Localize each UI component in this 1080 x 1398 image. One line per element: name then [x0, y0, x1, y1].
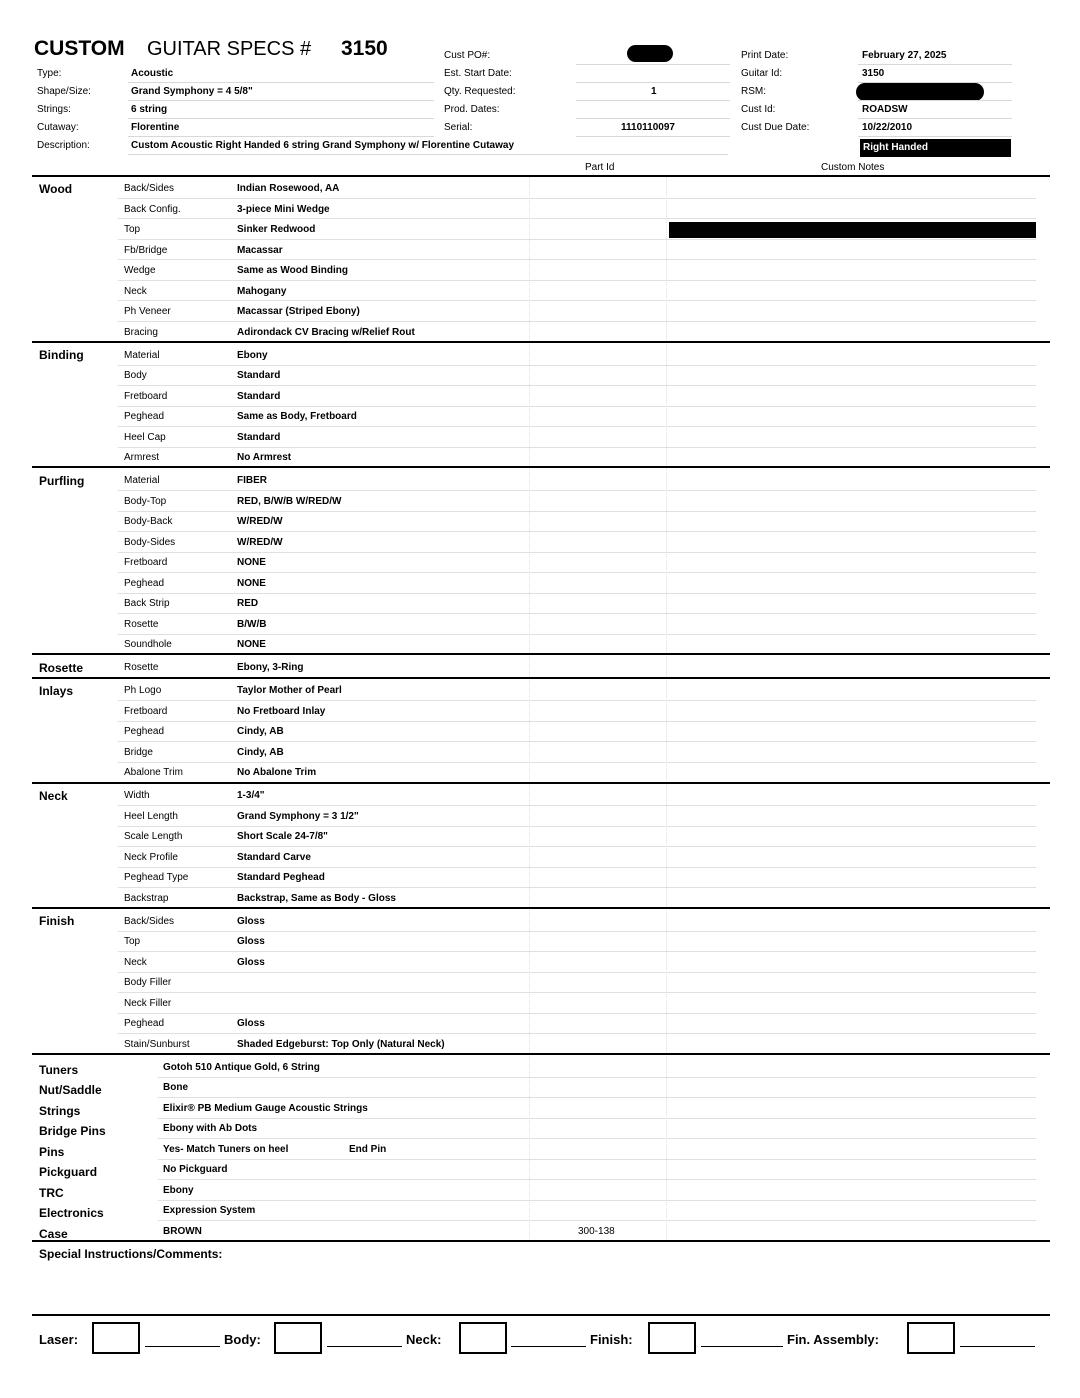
redacted-rsm: [856, 83, 984, 101]
special-instructions-label: Special Instructions/Comments:: [39, 1247, 223, 1261]
spec-item: Ph Veneer: [124, 306, 171, 317]
spec-value: Gloss: [237, 916, 265, 927]
spec-item: Top: [124, 936, 141, 947]
spec-item: Fb/Bridge: [124, 245, 168, 256]
spec-value: RED: [237, 598, 259, 609]
spec-value: W/RED/W: [237, 516, 283, 527]
neck-label: Neck:: [406, 1332, 442, 1347]
section-binding: Binding: [39, 348, 84, 362]
spec-value: Standard Peghead: [237, 872, 325, 883]
guitar-id-value: 3150: [862, 68, 885, 79]
spec-value: Same as Wood Binding: [237, 265, 348, 276]
spec-value: Cindy, AB: [237, 726, 284, 737]
spec-value: B/W/B: [237, 619, 267, 630]
section-finish: Finish: [39, 914, 75, 928]
spec-item: Neck Filler: [124, 998, 172, 1009]
cust-po-label: Cust PO#:: [444, 50, 491, 61]
print-date-value: February 27, 2025: [862, 50, 947, 61]
spec-item: Neck Profile: [124, 852, 178, 863]
prod-dates-label: Prod. Dates:: [444, 104, 500, 115]
tuners-value: Gotoh 510 Antique Gold, 6 String: [163, 1062, 320, 1073]
spec-value: Adirondack CV Bracing w/Relief Rout: [237, 327, 415, 338]
spec-item: Soundhole: [124, 639, 172, 650]
fin-assembly-checkbox[interactable]: [907, 1322, 955, 1354]
spec-item: Back Strip: [124, 598, 170, 609]
spec-item: Width: [124, 790, 150, 801]
laser-initials-line[interactable]: [145, 1346, 220, 1347]
trc-label: TRC: [39, 1186, 64, 1200]
laser-checkbox[interactable]: [92, 1322, 140, 1354]
spec-item: Scale Length: [124, 831, 183, 842]
spec-value: Ebony: [237, 350, 268, 361]
strings-acc-label: Strings: [39, 1104, 81, 1118]
section-purfling: Purfling: [39, 474, 85, 488]
spec-value: Shaded Edgeburst: Top Only (Natural Neck): [237, 1039, 445, 1050]
spec-item: Body: [124, 370, 147, 381]
spec-value: W/RED/W: [237, 537, 283, 548]
column-header-part-id: Part Id: [585, 162, 615, 173]
spec-item: Peghead: [124, 1018, 165, 1029]
spec-value: Same as Body, Fretboard: [237, 411, 357, 422]
pins-extra: End Pin: [349, 1144, 387, 1155]
spec-item: Rosette: [124, 662, 159, 673]
spec-value: NONE: [237, 639, 266, 650]
spec-item: Peghead: [124, 411, 165, 422]
spec-item: Peghead Type: [124, 872, 189, 883]
spec-value: No Fretboard Inlay: [237, 706, 326, 717]
spec-item: Bracing: [124, 327, 158, 338]
guitar-id-label: Guitar Id:: [741, 68, 783, 79]
spec-item: Fretboard: [124, 391, 168, 402]
spec-item: Wedge: [124, 265, 156, 276]
description-label: Description:: [37, 140, 90, 151]
spec-item: Peghead: [124, 578, 165, 589]
section-neck: Neck: [39, 789, 68, 803]
description-value: Custom Acoustic Right Handed 6 string Grand Symphony w/ Florentine Cutaway: [131, 140, 515, 151]
spec-item: Fretboard: [124, 706, 168, 717]
spec-item: Armrest: [124, 452, 159, 463]
spec-value: Ebony, 3-Ring: [237, 662, 304, 673]
electronics-label: Electronics: [39, 1206, 104, 1220]
spec-item: Material: [124, 475, 160, 486]
spec-value: Standard Carve: [237, 852, 311, 863]
pickguard-value: No Pickguard: [163, 1164, 228, 1175]
type-value: Acoustic: [131, 68, 174, 79]
finish-label: Finish:: [590, 1332, 633, 1347]
spec-item: Bridge: [124, 747, 153, 758]
fin-assembly-initials-line[interactable]: [960, 1346, 1035, 1347]
spec-item: Material: [124, 350, 160, 361]
tuners-label: Tuners: [39, 1063, 79, 1077]
est-start-date-label: Est. Start Date:: [444, 68, 512, 79]
section-wood: Wood: [39, 182, 73, 196]
spec-value: Backstrap, Same as Body - Gloss: [237, 893, 396, 904]
spec-item: Back Config.: [124, 204, 181, 215]
spec-item: Back/Sides: [124, 916, 175, 927]
pins-label: Pins: [39, 1145, 65, 1159]
trc-value: Ebony: [163, 1185, 194, 1196]
qty-requested-label: Qty. Requested:: [444, 86, 516, 97]
redacted-cust-po: [627, 45, 673, 62]
print-date-label: Print Date:: [741, 50, 789, 61]
pins-value: Yes- Match Tuners on heel: [163, 1144, 289, 1155]
neck-checkbox[interactable]: [459, 1322, 507, 1354]
bridge-pins-label: Bridge Pins: [39, 1124, 106, 1138]
spec-value: Standard: [237, 370, 281, 381]
case-label: Case: [39, 1227, 68, 1241]
cust-id-label: Cust Id:: [741, 104, 776, 115]
spec-value: No Armrest: [237, 452, 292, 463]
cutaway-value: Florentine: [131, 122, 180, 133]
body-initials-line[interactable]: [327, 1346, 402, 1347]
spec-item: Heel Length: [124, 811, 178, 822]
column-header-custom-notes: Custom Notes: [821, 162, 885, 173]
electronics-value: Expression System: [163, 1205, 256, 1216]
spec-item: Back/Sides: [124, 183, 175, 194]
form-title-custom: CUSTOM: [34, 37, 125, 60]
spec-item: Backstrap: [124, 893, 169, 904]
fin-assembly-label: Fin. Assembly:: [787, 1332, 879, 1347]
spec-value: Standard: [237, 391, 281, 402]
cutaway-label: Cutaway:: [37, 122, 79, 133]
nut-saddle-value: Bone: [163, 1082, 188, 1093]
spec-number: 3150: [341, 37, 388, 60]
spec-item: Peghead: [124, 726, 165, 737]
type-label: Type:: [37, 68, 62, 79]
laser-label: Laser:: [39, 1332, 79, 1347]
case-part-id: 300-138: [578, 1226, 615, 1237]
spec-value: Mahogany: [237, 286, 287, 297]
strings-value: 6 string: [131, 104, 168, 115]
spec-value: RED, B/W/B W/RED/W: [237, 496, 342, 507]
finish-checkbox[interactable]: [648, 1322, 696, 1354]
special-instructions-area[interactable]: [32, 1264, 1050, 1312]
spec-value: Standard: [237, 432, 281, 443]
body-checkbox[interactable]: [274, 1322, 322, 1354]
section-rosette: Rosette: [39, 661, 84, 675]
spec-value: 1-3/4": [237, 790, 265, 801]
spec-value: Macassar (Striped Ebony): [237, 306, 360, 317]
body-label: Body:: [224, 1332, 261, 1347]
spec-item: Top: [124, 224, 141, 235]
spec-item: Body-Back: [124, 516, 173, 527]
serial-label: Serial:: [444, 122, 473, 133]
spec-value: Gloss: [237, 1018, 265, 1029]
spec-item: Neck: [124, 286, 147, 297]
nut-saddle-label: Nut/Saddle: [39, 1083, 102, 1097]
spec-item: Body Filler: [124, 977, 172, 988]
spec-item: Fretboard: [124, 557, 168, 568]
shape-size-value: Grand Symphony = 4 5/8": [131, 86, 253, 97]
redacted-custom-note: [669, 222, 1036, 238]
pickguard-label: Pickguard: [39, 1165, 98, 1179]
cust-due-date-value: 10/22/2010: [862, 122, 913, 133]
spec-item: Rosette: [124, 619, 159, 630]
spec-value: Cindy, AB: [237, 747, 284, 758]
spec-value: No Abalone Trim: [237, 767, 317, 778]
spec-value: Taylor Mother of Pearl: [237, 685, 342, 696]
spec-item: Stain/Sunburst: [124, 1039, 190, 1050]
spec-value: Gloss: [237, 936, 265, 947]
serial-value: 1110110097: [621, 122, 675, 133]
spec-value: Indian Rosewood, AA: [237, 183, 340, 194]
cust-id-value: ROADSW: [862, 104, 908, 115]
qty-requested-value: 1: [651, 86, 657, 97]
spec-item: Ph Logo: [124, 685, 162, 696]
case-value: BROWN: [163, 1226, 202, 1237]
spec-value: FIBER: [237, 475, 267, 486]
strings-label: Strings:: [37, 104, 71, 115]
spec-value: Gloss: [237, 957, 265, 968]
handed-badge: Right Handed: [860, 139, 1011, 157]
spec-value: Short Scale 24-7/8": [237, 831, 328, 842]
form-title-guitar-specs: GUITAR SPECS #: [147, 38, 312, 60]
bridge-pins-value: Ebony with Ab Dots: [163, 1123, 258, 1134]
spec-item: Body-Top: [124, 496, 167, 507]
spec-value: NONE: [237, 557, 266, 568]
section-inlays: Inlays: [39, 684, 74, 698]
rsm-label: RSM:: [741, 86, 766, 97]
spec-item: Abalone Trim: [124, 767, 183, 778]
cust-due-date-label: Cust Due Date:: [741, 122, 810, 133]
finish-initials-line[interactable]: [701, 1346, 783, 1347]
neck-initials-line[interactable]: [511, 1346, 586, 1347]
spec-item: Body-Sides: [124, 537, 176, 548]
spec-value: NONE: [237, 578, 266, 589]
spec-value: Sinker Redwood: [237, 224, 316, 235]
strings-acc-value: Elixir® PB Medium Gauge Acoustic Strings: [163, 1103, 368, 1114]
shape-size-label: Shape/Size:: [37, 86, 91, 97]
spec-value: Macassar: [237, 245, 283, 256]
spec-item: Heel Cap: [124, 432, 166, 443]
spec-item: Neck: [124, 957, 147, 968]
spec-value: Grand Symphony = 3 1/2": [237, 811, 359, 822]
spec-value: 3-piece Mini Wedge: [237, 204, 330, 215]
